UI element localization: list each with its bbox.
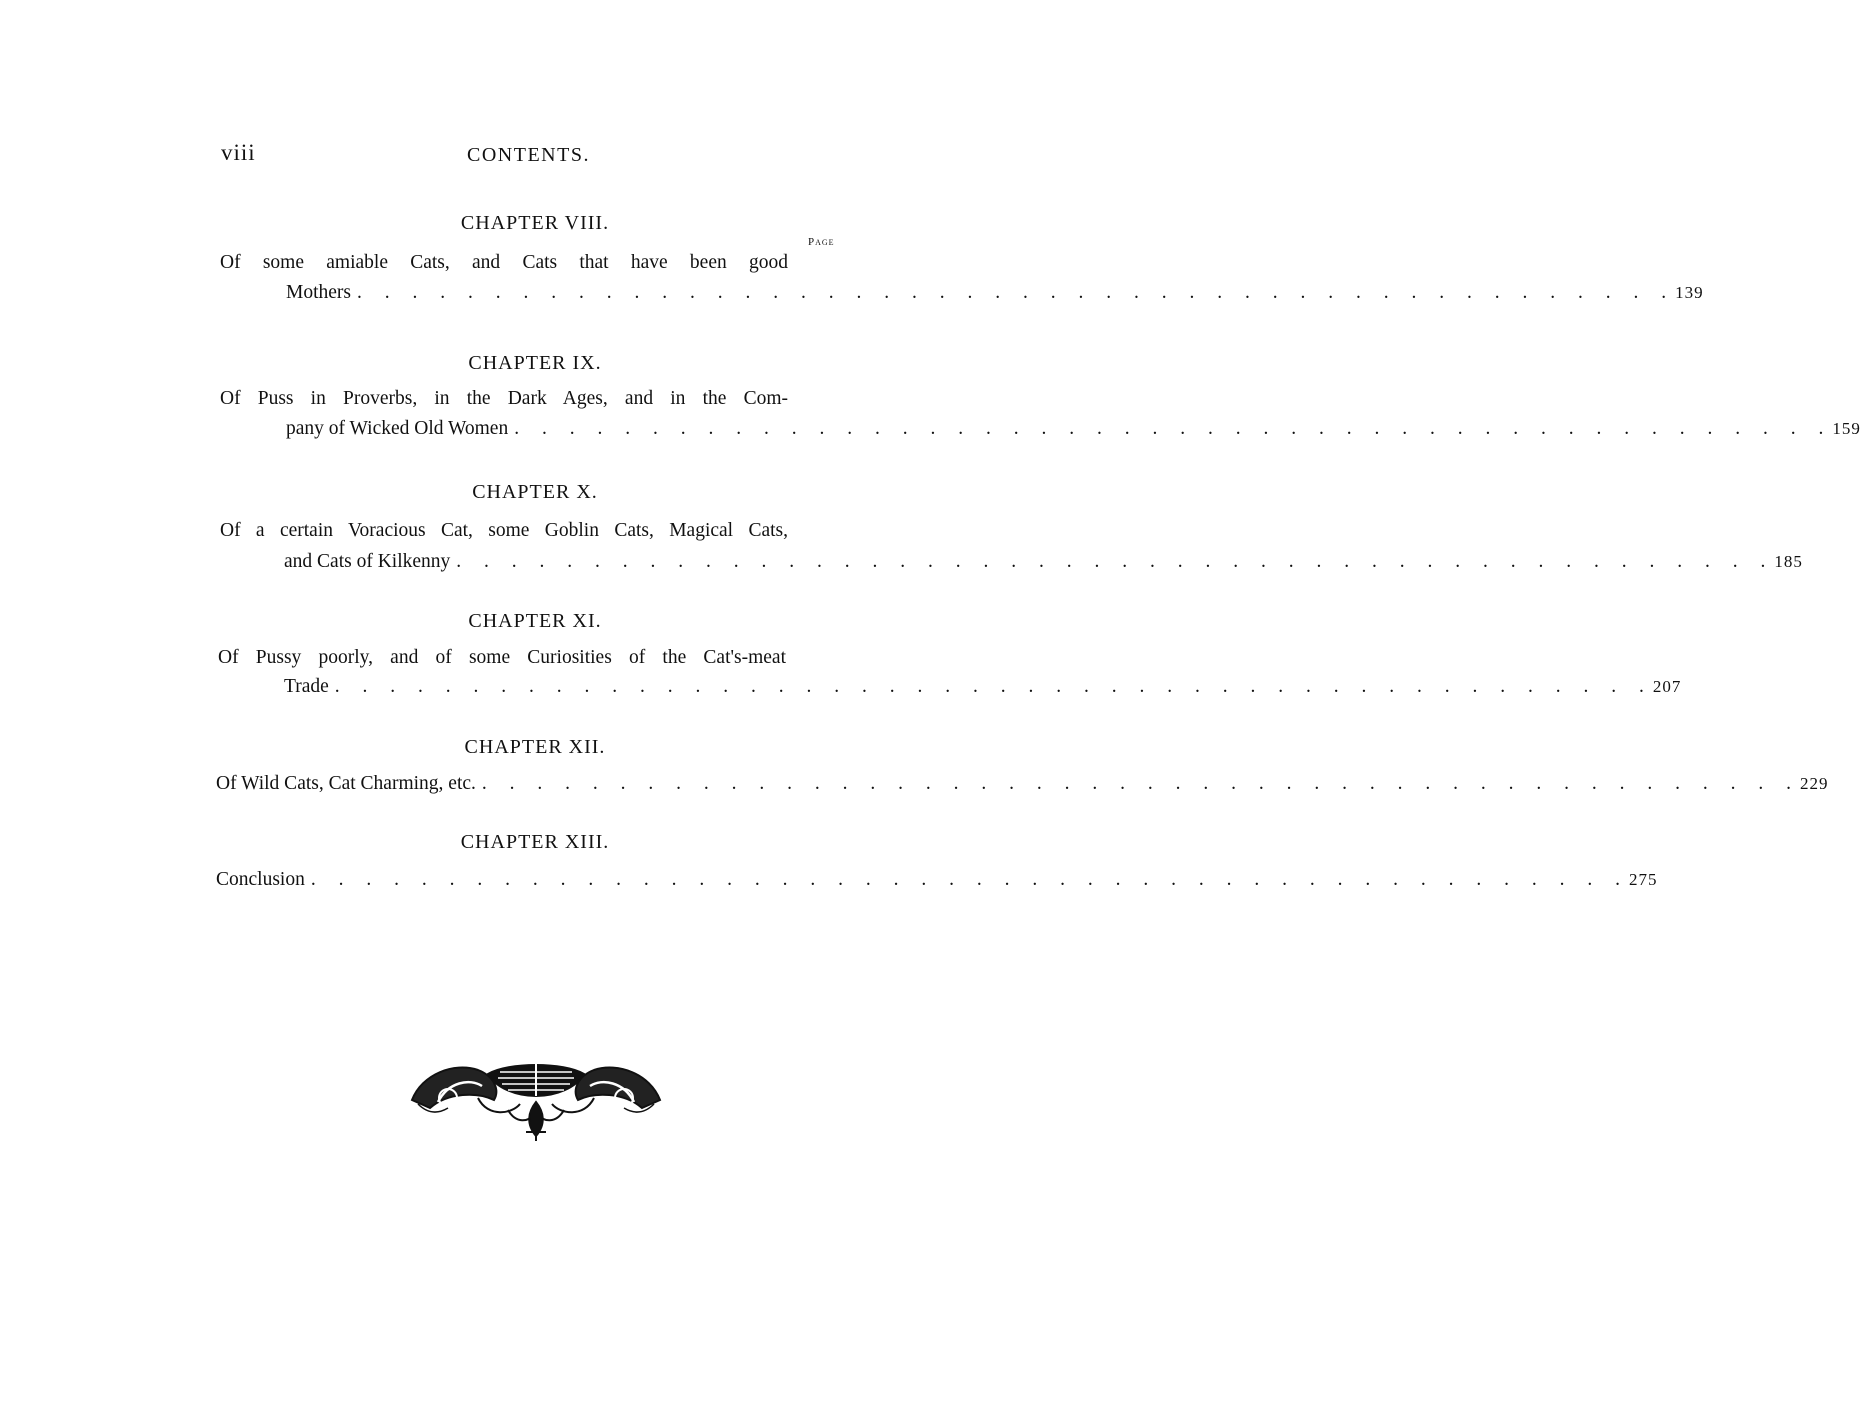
entry-text-line1: Of some amiable Cats, and Cats that have been good (220, 252, 788, 273)
dot-leader: . . . . . . . . . . . . . . . . . . . . . . . . . . . . . . . . . . . . . . . . . . . . . . . . (456, 551, 1775, 572)
entry-text-line1: Of Wild Cats, Cat Charming, etc. (216, 773, 476, 794)
entry-text-line1: Of a certain Voracious Cat, some Goblin Cats, Magical Cats, (220, 520, 788, 541)
dot-leader: . . . . . . . . . . . . . . . . . . . . . . . . . . . . . . . . . . . . . . . . . . . . . . . . (514, 418, 1833, 439)
page-column-label: Page (808, 236, 835, 248)
entry-text-line2: pany of Wicked Old Women (286, 418, 509, 439)
entry-page-number: 185 (1774, 552, 1803, 571)
entry-page-number: 139 (1675, 283, 1704, 302)
page-number: viii (221, 140, 256, 165)
toc-entry-row[interactable] (286, 418, 1861, 440)
toc-entry-row[interactable] (284, 551, 1803, 573)
entry-text-line1: Of Pussy poorly, and of some Curiosities of the Cat's-meat (218, 647, 786, 668)
toc-entry-row[interactable] (284, 676, 1682, 698)
chapter-heading: CHAPTER VIII. (460, 212, 610, 234)
entry-page-number: 275 (1628, 870, 1658, 889)
dot-leader: . . . . . . . . . . . . . . . . . . . . . . . . . . . . . . . . . . . . . . . . . . . . . . . . (357, 282, 1676, 303)
entry-text-line1: Conclusion (216, 869, 305, 890)
chapter-heading: CHAPTER XII. (464, 736, 606, 758)
tailpiece-ornament-icon (408, 1052, 664, 1142)
page-title: CONTENTS. (467, 144, 590, 166)
toc-entry-row[interactable] (286, 282, 1704, 304)
entry-page-number: 159 (1832, 419, 1861, 438)
chapter-heading: CHAPTER X. (472, 481, 598, 503)
entry-page-number: 207 (1652, 677, 1682, 696)
chapter-heading: CHAPTER IX. (468, 352, 602, 374)
toc-entry-row[interactable] (216, 773, 1829, 795)
dot-leader: . . . . . . . . . . . . . . . . . . . . . . . . . . . . . . . . . . . . . . . . . . . . . . . . (310, 869, 1629, 890)
entry-page-number: 229 (1800, 774, 1829, 793)
entry-text-line1: Of Puss in Proverbs, in the Dark Ages, and in the Com- (220, 388, 788, 409)
entry-text-line2: Trade (284, 676, 329, 697)
chapter-heading: CHAPTER XIII. (460, 831, 610, 853)
entry-text-line2: Mothers (286, 282, 351, 303)
dot-leader: . . . . . . . . . . . . . . . . . . . . . . . . . . . . . . . . . . . . . . . . . . . . . . . . (481, 773, 1801, 794)
dot-leader: . . . . . . . . . . . . . . . . . . . . . . . . . . . . . . . . . . . . . . . . . . . . . . . . (334, 676, 1653, 697)
entry-text-line2: and Cats of Kilkenny (284, 551, 451, 572)
chapter-heading: CHAPTER XI. (468, 610, 602, 632)
toc-entry-row[interactable] (216, 869, 1658, 891)
